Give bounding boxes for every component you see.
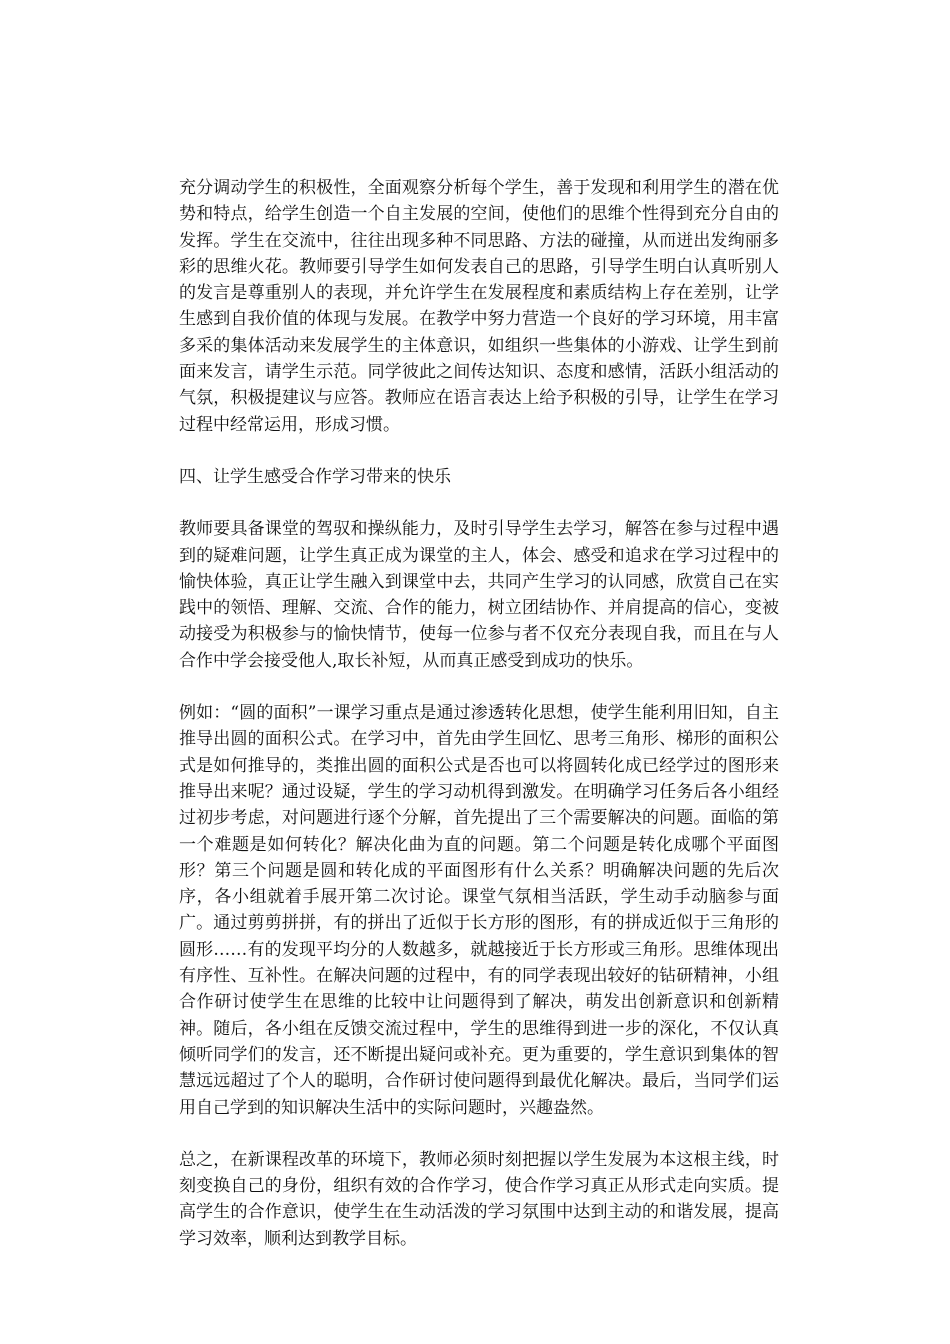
document-body — [179, 175, 779, 1278]
section-heading-four: 四、让学生感受合作学习带来的快乐 — [179, 466, 451, 487]
paragraph-conclusion: 总之，在新课程改革的环境下，教师必须时刻把握以学生发展为本这根主线，时刻变换自己的身份，组织有效的合作学习，使合作学习真正从形式走向实质。提高学生的合作意识，使学生在生动活泼的学习氛围中达到主动的和谐发展，提高学习效率，顺利达到教学目标。 — [179, 1149, 779, 1249]
paragraph-student-initiative: 充分调动学生的积极性，全面观察分析每个学生，善于发现和利用学生的潜在优势和特点，给学生创造一个自主发展的空间，使他们的思维个性得到充分自由的发挥。学生在交流中，往往出现多种不同思路、方法的碰撞，从而迸出发绚丽多彩的思维火花。教师要引导学生如何发表自己的思路，引导学生明白认真听别人的发言是尊重别人的表现，并允许学生在发展程度和素质结构上存在差别，让学生感到自我价值的体现与发展。在教学中努力营造一个良好的学习环境，用丰富多采的集体活动来发展学生的主体意识，如组织一些集体的小游戏、让学生到前面来发言，请学生示范。同学彼此之间传达知识、态度和感情，活跃小组活动的气氛，积极提建议与应答。教师应在语言表达上给予积极的引导，让学生在学习过程中经常运用，形成习惯。 — [179, 178, 779, 435]
paragraph-teacher-guidance: 教师要具备课堂的驾驭和操纵能力，及时引导学生去学习，解答在参与过程中遇到的疑难问题，让学生真正成为课堂的主人，体会、感受和追求在学习过程中的愉快体验，真正让学生融入到课堂中去，共同产生学习的认同感，欣赏自己在实践中的领悟、理解、交流、合作的能力，树立团结协作、并肩提高的信心，变被动接受为积极参与的愉快情节，使每一位参与者不仅充分表现自我，而且在与人合作中学会接受他人,取长补短，从而真正感受到成功的快乐。 — [179, 519, 779, 671]
paragraph-circle-area-example: 例如：“圆的面积”一课学习重点是通过渗透转化思想，使学生能利用旧知，自主推导出圆的面积公式。在学习中，首先由学生回忆、思考三角形、梯形的面积公式是如何推导的，类推出圆的面积公式是否也可以将圆转化成已经学过的图形来推导出来呢？通过设疑，学生的学习动机得到激发。在明确学习任务后各小组经过初步考虑，对问题进行逐个分解，首先提出了三个需要解决的问题。面临的第一个难题是如何转化？解决化曲为直的问题。第二个问题是转化成哪个平面图形？第三个问题是圆和转化成的平面图形有什么关系？明确解决问题的先后次序，各小组就着手展开第二次讨论。课堂气氛相当活跃，学生动手动脑参与面广。通过剪剪拼拼，有的拼出了近似于长方形的图形，有的拼成近似于三角形的圆形……有的发现平均分的人数越多，就越接近于长方形或三角形。思维体现出有序性、互补性。在解决问题的过程中，有的同学表现出较好的钻研精神，小组合作研讨使学生在思维的比较中让问题得到了解决，萌发出创新意识和创新精神。随后，各小组在反馈交流过程中，学生的思维得到进一步的深化，不仅认真倾听同学们的发言，还不断提出疑问或补充。更为重要的，学生意识到集体的智慧远远超过了个人的聪明，合作研讨使问题得到最优化解决。最后，当同学们运用自己学到的知识解决生活中的实际问题时，兴趣盎然。 — [179, 703, 779, 1118]
